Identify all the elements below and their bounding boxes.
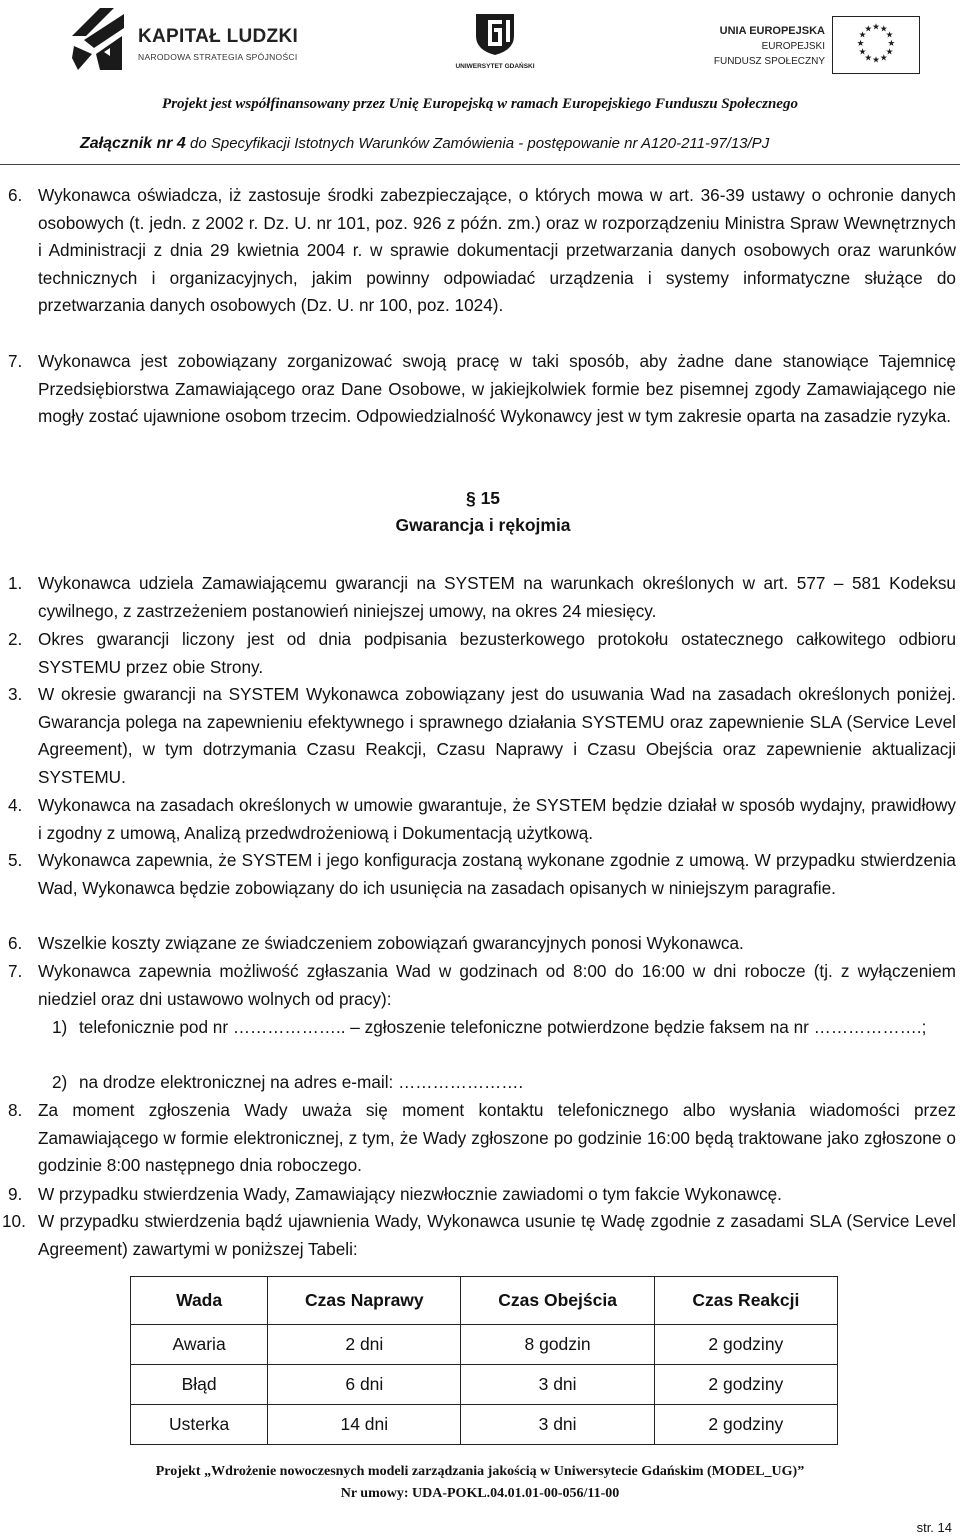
table-cell: 3 dni	[461, 1405, 654, 1445]
column-header: Wada	[131, 1277, 268, 1325]
column-header: Czas Naprawy	[268, 1277, 461, 1325]
list-number: 7.	[8, 351, 23, 371]
kapital-ludzki-mark-icon	[70, 6, 126, 72]
header-divider	[0, 164, 960, 165]
footer-contract: Nr umowy: UDA-POKL.04.01.01-00-056/11-00	[340, 1486, 620, 1501]
footer-project: Projekt „Wdrożenie nowoczesnych modeli zarządzania jakością w Uniwersytecie Gdańskim (MODEL_UG)”	[155, 1464, 805, 1479]
table-header-row	[131, 1277, 838, 1325]
kl-subtitle: NARODOWA STRATEGIA SPÓJNOŚCI	[138, 52, 298, 62]
list-item: Wykonawca zapewnia, że SYSTEM i jego konfiguracja zostaną wykonane zgodnie z umową. W przypadku stwierdzenia Wad, Wykonawca będzie zobowiązany do ich usunięcia na zasadach opisanych w niniejszym paragrafie.	[38, 850, 956, 898]
table-cell: 2 dni	[268, 1325, 461, 1365]
table-cell: Awaria	[131, 1325, 268, 1365]
table-cell: 2 godziny	[654, 1405, 837, 1445]
list-number: 5.	[8, 850, 23, 870]
attachment-line	[80, 135, 769, 153]
table-cell: Błąd	[131, 1365, 268, 1405]
ue-line2: EUROPEJSKI	[761, 41, 825, 52]
list-item: W okresie gwarancji na SYSTEM Wykonawca zobowiązany jest do usuwania Wad na zasadach określonych poniżej. Gwarancja polega na zapewnieniu efektywnego i sprawnego działania SYSTEMU oraz zapewnienie SLA (Service Level Agreement), w tym dotrzymania Czasu Reakcji, Czasu Naprawy i Czasu Obejścia oraz zapewnienie aktualizacji SYSTEMU.	[38, 684, 956, 787]
svg-text:★: ★	[885, 47, 894, 58]
sla-table	[130, 1276, 838, 1445]
list-item: Wykonawca udziela Zamawiającemu gwarancji na SYSTEM na warunkach określonych w art. 577 – 581 Kodeksu cywilnego, z zastrzeżeniem postanowień niniejszej umowy, na okres 24 miesięcy.	[38, 573, 956, 621]
svg-text:★: ★	[879, 24, 888, 35]
page-header	[0, 0, 960, 152]
section-number: § 15	[465, 488, 501, 508]
section-title: Gwarancja i rękojmia	[395, 515, 571, 535]
column-header: Czas Obejścia	[461, 1277, 654, 1325]
cofinance-line: Projekt jest współfinansowany przez Unię Europejską w ramach Europejskiego Funduszu Społecznego	[162, 96, 798, 112]
uniwersytet-gdanski-logo	[450, 12, 540, 76]
svg-text:★: ★	[885, 30, 894, 41]
table-row	[131, 1325, 838, 1365]
list-item: Wykonawca na zasadach określonych w umowie gwarantuje, że SYSTEM będzie działał w sposób wydajny, prawidłowy i zgodny z umową, Analizą przedwdrożeniową i Dokumentacją użytkową.	[38, 795, 956, 843]
list-item: W przypadku stwierdzenia Wady, Zamawiający niezwłocznie zawiadomi o tym fakcie Wykonawcę.	[38, 1184, 782, 1204]
sublist-number: 2)	[52, 1072, 68, 1092]
svg-text:★: ★	[864, 53, 873, 64]
page-number: str. 14	[916, 1520, 952, 1535]
svg-text:★: ★	[858, 47, 867, 58]
list-number: 9.	[8, 1184, 23, 1204]
svg-text:★: ★	[872, 55, 880, 66]
list-number: 6.	[8, 185, 23, 205]
ug-name: UNIWERSYTET GDAŃSKI	[455, 63, 535, 70]
table-cell: 6 dni	[268, 1365, 461, 1405]
table-cell: 14 dni	[268, 1405, 461, 1445]
svg-text:★: ★	[887, 38, 896, 49]
list-number: 10.	[2, 1211, 26, 1231]
list-item: W przypadku stwierdzenia bądź ujawnienia Wady, Wykonawca usunie tę Wadę zgodnie z zasadami SLA (Service Level Agreement) zawartymi w poniższej Tabeli:	[38, 1211, 956, 1259]
table-row	[131, 1405, 838, 1445]
eu-flag-icon	[832, 16, 920, 74]
list-item: Wykonawca jest zobowiązany zorganizować swoją pracę w taki sposób, aby żadne dane stanowiące Tajemnicę Przedsiębiorstwa Zamawiającego oraz Dane Osobowe, w jakiejkolwiek formie bez pisemnej zgody Zamawiającego nie mogły zostać ujawnione osobom trzecim. Odpowiedzialność Wykonawcy jest w tym zakresie oparta na zasadzie ryzyka.	[38, 351, 956, 427]
svg-text:★: ★	[864, 24, 873, 35]
list-item: Wykonawca oświadcza, iż zastosuje środki zabezpieczające, o których mowa w art. 36-39 ustawy o ochronie danych osobowych (t. jedn. z 2002 r. Dz. U. nr 101, poz. 926 z późn. zm.) oraz w rozporządzeniu Ministra Spraw Wewnętrznych i Administracji z dnia 29 kwietnia 2004 r. w sprawie dokumentacji przetwarzania danych osobowych oraz warunków technicznych i organizacyjnych, jakim powinny odpowiadać urządzenia i systemy informatyczne służące do przetwarzania danych osobowych (Dz. U. nr 100, poz. 1024).	[38, 185, 956, 316]
kl-title: KAPITAŁ LUDZKI	[138, 26, 299, 47]
table-cell: 2 godziny	[654, 1365, 837, 1405]
column-header: Czas Reakcji	[654, 1277, 837, 1325]
table-cell: 3 dni	[461, 1365, 654, 1405]
attachment-text: do Specyfikacji Istotnych Warunków Zamówienia - postępowanie nr A120-211-97/13/PJ	[190, 135, 770, 152]
sublist-item: telefonicznie pod nr ……………….. – zgłoszenie telefoniczne potwierdzone będzie faksem na nr ……………….;	[79, 1017, 927, 1037]
svg-text:★: ★	[879, 53, 888, 64]
table-row	[131, 1365, 838, 1405]
list-number: 2.	[8, 629, 23, 649]
list-number: 3.	[8, 684, 23, 704]
attachment-label: Załącznik nr 4	[80, 135, 186, 152]
list-number: 1.	[8, 573, 23, 593]
table-cell: Usterka	[131, 1405, 268, 1445]
kapital-ludzki-logo	[70, 6, 320, 72]
list-number: 8.	[8, 1100, 23, 1120]
table-cell: 2 godziny	[654, 1325, 837, 1365]
eu-logo	[700, 16, 920, 76]
ue-line3: FUNDUSZ SPOŁECZNY	[713, 56, 825, 67]
svg-text:★: ★	[856, 38, 865, 49]
list-number: 7.	[8, 961, 23, 981]
sublist-item: na drodze elektronicznej na adres e-mail: ………………….	[79, 1072, 524, 1092]
list-item: Za moment zgłoszenia Wady uważa się moment kontaktu telefonicznego albo wysłania wiadomości przez Zamawiającego w formie elektronicznej, z tym, że Wady zgłoszone po godzinie 16:00 będą traktowane jako zgłoszone o godzinie 8:00 następnego dnia roboczego.	[38, 1100, 956, 1176]
table-cell: 8 godzin	[461, 1325, 654, 1365]
svg-text:★: ★	[872, 22, 880, 33]
sublist-number: 1)	[52, 1017, 68, 1037]
list-item: Wszelkie koszty związane ze świadczeniem zobowiązań gwarancyjnych ponosi Wykonawca.	[38, 933, 744, 953]
svg-text:★: ★	[858, 30, 867, 41]
list-number: 4.	[8, 795, 23, 815]
list-item: Okres gwarancji liczony jest od dnia podpisania bezusterkowego protokołu ostatecznego całkowitego odbioru SYSTEMU przez obie Strony.	[38, 629, 956, 677]
ue-line1: UNIA EUROPEJSKA	[719, 25, 825, 37]
ug-shield-icon	[470, 12, 520, 56]
list-number: 6.	[8, 933, 23, 953]
list-item: Wykonawca zapewnia możliwość zgłaszania Wad w godzinach od 8:00 do 16:00 w dni robocze (tj. z wyłączeniem niedziel oraz dni ustawowo wolnych od pracy):	[38, 961, 956, 1009]
